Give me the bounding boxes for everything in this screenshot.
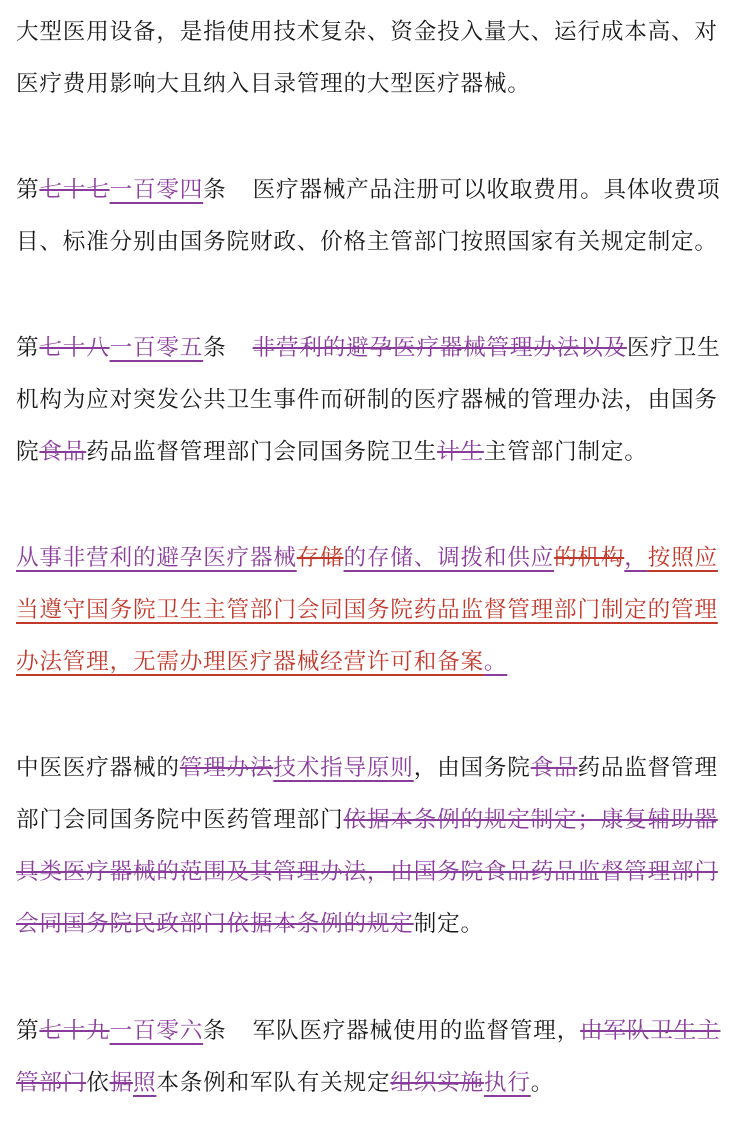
article-text: 。 (530, 1070, 555, 1096)
deleted-article-number: 七十九 (39, 1018, 110, 1044)
inserted-article-number: 一百零五 (109, 335, 204, 361)
paragraph-tcm-devices (16, 742, 728, 950)
article-106-paragraph (16, 1005, 728, 1109)
inserted-article-number: 一百零四 (109, 177, 204, 203)
deleted-text: 的机构 (554, 545, 625, 571)
deleted-article-number: 七十七 (39, 177, 110, 203)
inserted-text: 执行 (483, 1070, 531, 1096)
inserted-text: 。 (483, 649, 508, 675)
paragraph-large-medical-equipment (16, 6, 728, 110)
inserted-text: 从事非营利的避孕医疗器械 (16, 545, 297, 571)
article-text: 医疗卫生机构为应对突发公共卫生事件而研制的医疗器械的管理办法，由国务院 (16, 335, 721, 465)
deleted-text: 计生 (437, 439, 484, 465)
article-prefix: 第 (16, 335, 40, 361)
deleted-text: 非营利的避孕医疗器械管理办法以及 (252, 335, 627, 361)
article-prefix: 第 (16, 177, 40, 203)
article-text: 中医医疗器械的 (16, 755, 180, 781)
article-104-paragraph (16, 164, 728, 268)
deleted-article-number: 七十八 (39, 335, 110, 361)
article-text: 药品监督管理部门会同国务院中医药管理部门 (16, 755, 718, 833)
article-suffix: 条 (203, 1018, 227, 1044)
inserted-text: 的存储、调拨和供应 (343, 545, 555, 571)
deleted-text: 食品 (530, 755, 578, 781)
article-text: ，由国务院 (413, 755, 531, 781)
article-prefix: 第 (16, 1018, 40, 1044)
deleted-text: 组织实施 (390, 1070, 484, 1096)
article-text: 主管部门制定。 (483, 439, 648, 465)
article-105-paragraph (16, 322, 728, 478)
deleted-text: 食品 (39, 439, 87, 465)
article-text: 制定。 (413, 911, 484, 937)
article-text: 医疗器械产品注册可以收取费用。具体收费项目、标准分别由国务院财政、价格主管部门按照国家有关规定制定。 (16, 177, 721, 255)
inserted-paragraph-contraceptive-devices (16, 532, 728, 688)
deleted-text: 由军队卫生主管部门 (16, 1018, 721, 1096)
article-text: 军队医疗器械使用的监督管理， (252, 1018, 581, 1044)
deleted-text: 据 (109, 1070, 133, 1096)
deleted-text: 存储 (296, 545, 344, 571)
article-text: 依 (86, 1070, 110, 1096)
deleted-text: 依据本条例的规定制定；康复辅助器具类医疗器械的范围及其管理办法，由国务院食品药品监督管理部门会同国务院民政部门依据本条例的规定 (16, 807, 718, 937)
paragraph-text: 大型医用设备，是指使用技术复杂、资金投入量大、运行成本高、对医疗费用影响大且纳入目录管理的大型医疗器械。 (16, 19, 718, 97)
inserted-text: 照 (133, 1070, 157, 1096)
deleted-text: 管理办法 (179, 755, 274, 781)
article-suffix: 条 (203, 335, 227, 361)
article-text: 本条例和军队有关规定 (156, 1070, 391, 1096)
inserted-text: ， (624, 545, 648, 571)
inserted-text-red: 按照应当遵守国务院卫生主管部门会同国务院药品监督管理部门制定的管理办法管理，无需办理医疗器械经营许可和备案 (16, 545, 718, 675)
article-suffix: 条 (203, 177, 227, 203)
inserted-article-number: 一百零六 (109, 1018, 204, 1044)
article-text: 药品监督管理部门会同国务院卫生 (86, 439, 438, 465)
inserted-text: 技术指导原则 (273, 755, 414, 781)
